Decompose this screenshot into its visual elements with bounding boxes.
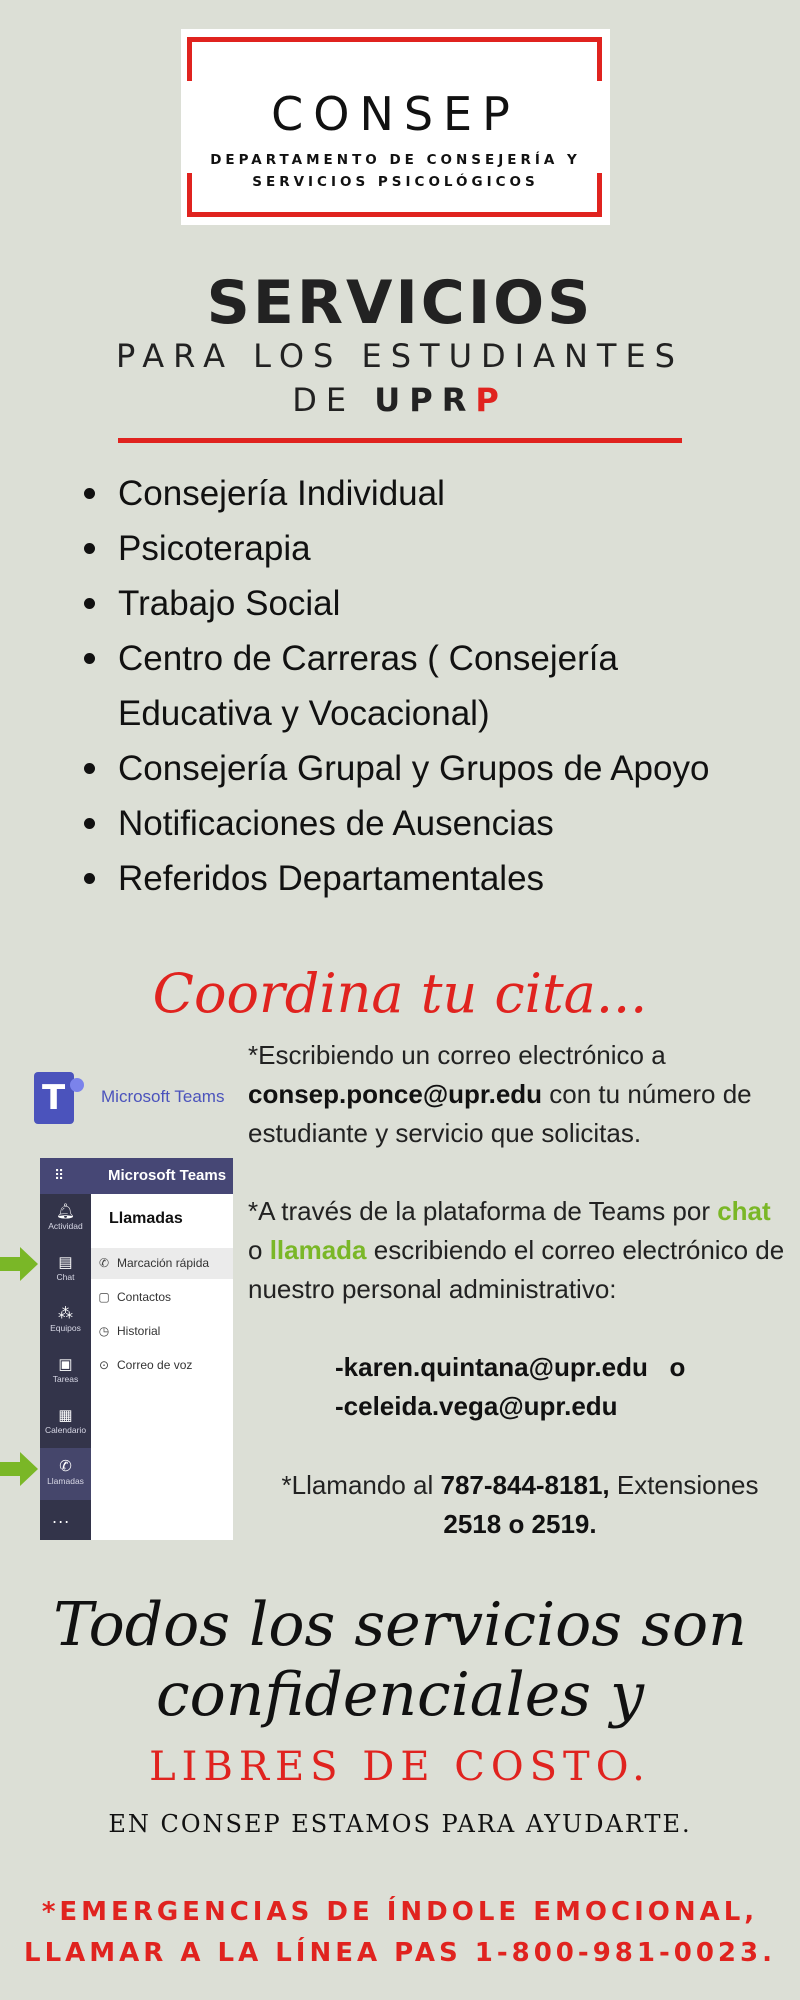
contacts-icon: ▢ <box>98 1290 110 1304</box>
phone-extensions: 2518 o 2519. <box>443 1509 597 1539</box>
subtitle-line: PARA LOS ESTUDIANTES <box>116 337 684 375</box>
logo-subtitle <box>181 149 610 193</box>
teams-icon <box>34 1072 74 1124</box>
divider <box>118 438 682 443</box>
microsoft-teams-logo <box>34 1068 234 1128</box>
teams-icon-dot <box>70 1078 84 1092</box>
brand-upr: UPR <box>374 381 476 419</box>
teams-people-icon: ⁂ <box>58 1305 73 1322</box>
chat-highlight: chat <box>717 1196 771 1226</box>
contact-phone-paragraph: *Llamando al 787-844-8181, Extensiones 2518 o 2519. <box>281 1470 759 1539</box>
staff-email-celeida: -celeida.vega@upr.edu <box>335 1391 618 1421</box>
menu-contactos: ▢ Contactos <box>98 1290 172 1304</box>
list-item: Consejería Grupal y Grupos de Apoyo <box>75 741 775 796</box>
teams-titlebar <box>40 1158 233 1194</box>
consep-email: consep.ponce@upr.edu <box>248 1079 543 1109</box>
page-title: SERVICIOS <box>206 268 594 338</box>
clock-icon: ◷ <box>98 1324 110 1338</box>
teams-app-title: Microsoft Teams <box>108 1167 227 1184</box>
emergency-notice: *EMERGENCIAS DE ÍNDOLE EMOCIONAL, LLAMAR A LA LÍNEA PAS 1-800-981-0023. <box>24 1897 776 1968</box>
rail-calendario: ▦ Calendario <box>40 1407 91 1435</box>
rail-llamadas: ✆ Llamadas <box>40 1458 91 1486</box>
tasks-icon: ▣ <box>58 1356 73 1373</box>
rail-chat: ▤ Chat <box>40 1254 91 1282</box>
bell-icon: 🔔︎ <box>55 1203 76 1220</box>
help-tagline: EN CONSEP ESTAMOS PARA AYUDARTE. <box>108 1810 692 1838</box>
list-item: Consejería Individual <box>75 466 775 521</box>
free-of-cost: LIBRES DE COSTO. <box>149 1744 651 1790</box>
logo-title: CONSEP <box>271 87 520 141</box>
subtitle-line-upr <box>0 381 800 419</box>
subtitle-prefix: DE <box>292 381 356 419</box>
brand-upr-accent: P <box>475 381 508 419</box>
menu-historial: ◷ Historial <box>98 1324 161 1338</box>
contact-email-paragraph: *Escribiendo un correo electrónico a consep.ponce@upr.edu con tu número de estudiante y servicio que solicitas. <box>248 1040 752 1148</box>
logo-subtitle-line2: SERVICIOS PSICOLÓGICOS <box>252 174 539 190</box>
llamadas-heading: Llamadas <box>109 1210 183 1227</box>
coordina-heading: Coordina tu cita... <box>152 962 648 1025</box>
chat-icon: ▤ <box>58 1254 73 1271</box>
menu-correo-voz: ⊙ Correo de voz <box>98 1358 193 1372</box>
confidential-statement: Todos los servicios son confidenciales y <box>53 1590 747 1730</box>
rail-actividad: 🔔︎ Actividad <box>40 1203 91 1231</box>
green-arrow-icon <box>0 1247 38 1281</box>
list-item: Notificaciones de Ausencias <box>75 796 775 851</box>
list-item: Centro de Carreras ( Consejería Educativa y Vocacional) <box>75 631 775 741</box>
consep-logo <box>181 29 610 225</box>
services-list <box>75 466 775 906</box>
staff-emails: -karen.quintana@upr.edu o -celeida.vega@upr.edu <box>335 1348 685 1426</box>
list-item: Psicoterapia <box>75 521 775 576</box>
contact-teams-paragraph: *A través de la plataforma de Teams por chat o llamada escribiendo el correo electrónico de nuestro personal administrativo: <box>248 1196 785 1304</box>
green-arrow-icon <box>0 1452 38 1486</box>
more-icon: ... <box>52 1508 71 1527</box>
teams-screenshot <box>40 1158 233 1540</box>
app-grid-icon: ⠿ <box>54 1168 65 1184</box>
list-item: Referidos Departamentales <box>75 851 775 906</box>
phone-number: 787-844-8181, <box>440 1470 610 1500</box>
voicemail-icon: ⊙ <box>98 1358 110 1372</box>
phone-icon: ✆ <box>59 1458 72 1475</box>
logo-subtitle-line1: DEPARTAMENTO DE CONSEJERÍA Y <box>210 152 581 168</box>
calendar-icon: ▦ <box>58 1407 73 1424</box>
teams-brand-name: Microsoft Teams <box>101 1087 225 1106</box>
staff-email-karen: -karen.quintana@upr.edu <box>335 1352 648 1382</box>
menu-marcacion: ✆ Marcación rápida <box>98 1256 210 1270</box>
rail-equipos: ⁂ Equipos <box>40 1305 91 1333</box>
llamada-highlight: llamada <box>269 1235 367 1265</box>
phone-icon: ✆ <box>98 1256 110 1270</box>
list-item: Trabajo Social <box>75 576 775 631</box>
rail-tareas: ▣ Tareas <box>40 1356 91 1384</box>
